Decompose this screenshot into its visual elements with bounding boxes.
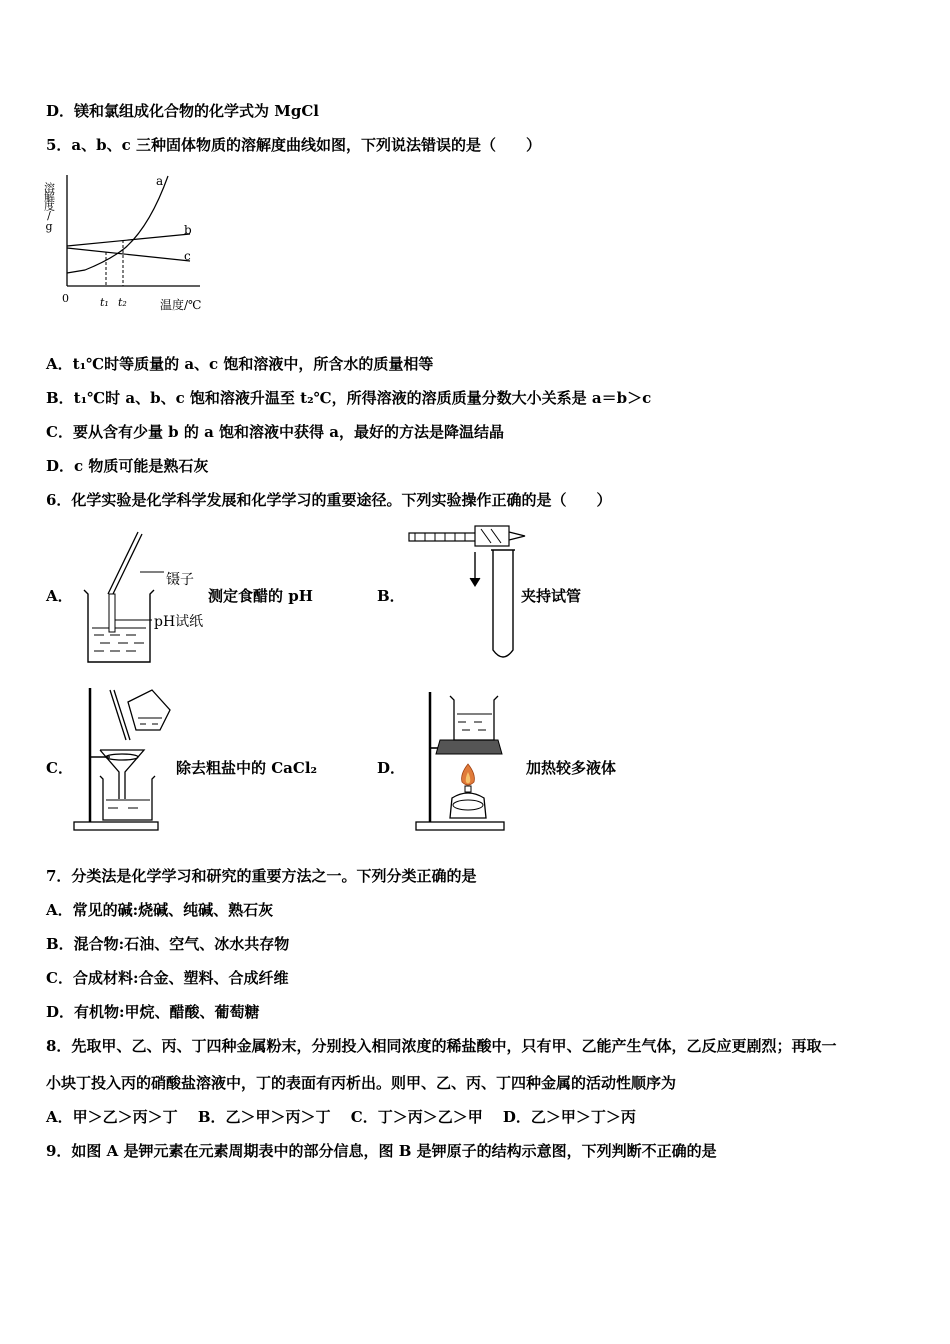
q6-c-letter: C．: [46, 759, 73, 777]
q8-options: A．甲＞乙＞丙＞丁 B．乙＞甲＞丙＞丁 C．丁＞丙＞乙＞甲 D．乙＞甲＞丁＞丙: [46, 1108, 636, 1126]
q7-option-c: C．合成材料:合金、塑料、合成纤维: [46, 969, 289, 987]
curve-a: [67, 176, 168, 273]
q6-b-letter: B．: [377, 587, 405, 605]
t2-label: t₂: [118, 296, 127, 309]
q6-b-caption: 夹持试管: [521, 587, 582, 605]
graph-y-label: 溶解度/g: [42, 182, 56, 231]
t1-label: t₁: [100, 296, 109, 309]
q8-stem-line2: 小块丁投入丙的硝酸盐溶液中，丁的表面有丙析出。则甲、乙、丙、丁四种金属的活动性顺序为: [46, 1074, 677, 1092]
q5-stem: 5．a、b、c 三种固体物质的溶解度曲线如图，下列说法错误的是（ ）: [46, 136, 542, 154]
q6-d-caption: 加热较多液体: [526, 759, 617, 777]
q7-option-a: A．常见的碱:烧碱、纯碱、熟石灰: [46, 901, 274, 919]
q8-stem-line1: 8．先取甲、乙、丙、丁四种金属粉末，分别投入相同浓度的稀盐酸中，只有甲、乙能产生气体，乙反应更剧烈；再取一: [46, 1037, 837, 1055]
heating-diagram: [412, 688, 522, 834]
q9-stem: 9．如图 A 是钾元素在元素周期表中的部分信息，图 B 是钾原子的结构示意图，下列判断不正确的是: [46, 1142, 717, 1160]
curve-c: [67, 248, 190, 261]
tweezers-label: 镊子: [166, 572, 194, 588]
q6-c-caption: 除去粗盐中的 CaCl₂: [176, 759, 318, 777]
label-c: c: [184, 249, 191, 263]
q6-d-letter: D．: [377, 759, 406, 777]
q6-a-letter: A．: [46, 587, 73, 605]
filtration-diagram: [70, 684, 185, 834]
label-a: a: [156, 174, 164, 188]
test-tube-holder-diagram: [405, 522, 535, 667]
q7-option-d: D．有机物:甲烷、醋酸、葡萄糖: [46, 1003, 260, 1021]
origin-label: 0: [62, 292, 69, 305]
ph-test-diagram: [80, 528, 220, 668]
ph-paper-label: pH试纸: [154, 614, 204, 630]
q5-option-d: D．c 物质可能是熟石灰: [46, 457, 209, 475]
q7-option-b: B．混合物:石油、空气、冰水共存物: [46, 935, 290, 953]
label-b: b: [184, 223, 192, 237]
q6-stem: 6．化学实验是化学科学发展和化学学习的重要途径。下列实验操作正确的是（ ）: [46, 491, 612, 509]
solubility-graph: [40, 168, 220, 318]
q5-option-a: A．t₁℃时等质量的 a、c 饱和溶液中，所含水的质量相等: [46, 355, 434, 373]
q5-option-b: B．t₁℃时 a、b、c 饱和溶液升温至 t₂℃，所得溶液的溶质质量分数大小关系是 a＝b＞c: [46, 389, 652, 407]
q4-option-d: D．镁和氯组成化合物的化学式为 MgCl: [46, 102, 319, 120]
q5-option-c: C．要从含有少量 b 的 a 饱和溶液中获得 a，最好的方法是降温结晶: [46, 423, 504, 441]
q7-stem: 7．分类法是化学学习和研究的重要方法之一。下列分类正确的是: [46, 867, 477, 885]
q6-a-caption: 测定食醋的 pH: [208, 587, 313, 605]
graph-x-label: 温度/℃: [160, 298, 202, 312]
